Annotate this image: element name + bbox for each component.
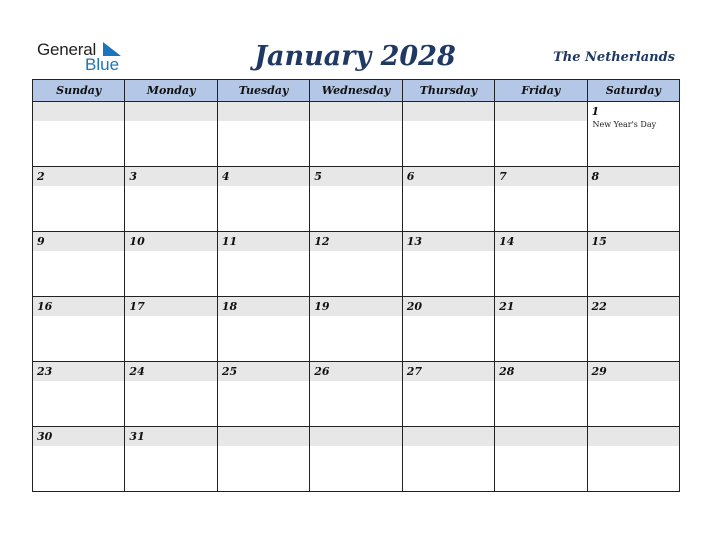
day-cell <box>495 427 587 492</box>
day-cell <box>217 297 309 362</box>
day-number: 7 <box>495 167 586 186</box>
logo-word-blue: Blue <box>85 55 120 74</box>
week-row-2 <box>33 167 680 232</box>
day-cell <box>125 102 217 167</box>
day-cell <box>33 362 125 427</box>
day-cell <box>402 297 494 362</box>
weekday-header-thursday: Thursday <box>402 80 494 102</box>
day-number: 12 <box>310 232 401 251</box>
day-number: 17 <box>125 297 216 316</box>
day-number: 15 <box>588 232 679 251</box>
weekday-header-monday: Monday <box>125 80 217 102</box>
day-number <box>125 102 216 121</box>
day-number: 19 <box>310 297 401 316</box>
day-cell <box>33 232 125 297</box>
day-cell <box>310 362 402 427</box>
day-number: 27 <box>403 362 494 381</box>
day-number: 28 <box>495 362 586 381</box>
day-number <box>495 427 586 446</box>
calendar-title: January 2028 <box>254 41 456 72</box>
day-number: 1 <box>588 102 679 121</box>
month-calendar-grid <box>32 79 680 492</box>
day-cell <box>402 232 494 297</box>
day-number <box>403 427 494 446</box>
day-cell <box>587 297 679 362</box>
week-row-3 <box>33 232 680 297</box>
day-number: 21 <box>495 297 586 316</box>
day-number: 20 <box>403 297 494 316</box>
day-cell <box>495 362 587 427</box>
day-number: 23 <box>33 362 124 381</box>
day-cell <box>495 232 587 297</box>
weekday-header-row <box>33 80 680 102</box>
day-number: 9 <box>33 232 124 251</box>
day-cell <box>310 232 402 297</box>
day-number: 8 <box>588 167 679 186</box>
day-number <box>588 427 679 446</box>
week-row-1 <box>33 102 680 167</box>
week-row-6 <box>33 427 680 492</box>
day-number: 14 <box>495 232 586 251</box>
day-cell <box>217 102 309 167</box>
day-cell <box>33 427 125 492</box>
day-number: 16 <box>33 297 124 316</box>
day-number <box>33 102 124 121</box>
day-number: 5 <box>310 167 401 186</box>
day-cell <box>495 167 587 232</box>
day-cell <box>310 102 402 167</box>
country-name: The Netherlands <box>553 50 675 65</box>
day-cell <box>310 167 402 232</box>
day-cell <box>495 297 587 362</box>
day-cell <box>217 362 309 427</box>
day-number: 24 <box>125 362 216 381</box>
day-cell <box>125 232 217 297</box>
day-number: 25 <box>218 362 309 381</box>
day-cell <box>125 297 217 362</box>
day-cell <box>125 427 217 492</box>
day-number: 26 <box>310 362 401 381</box>
day-cell <box>33 102 125 167</box>
weekday-header-wednesday: Wednesday <box>310 80 402 102</box>
day-number <box>495 102 586 121</box>
day-number <box>310 427 401 446</box>
day-cell <box>33 167 125 232</box>
weekday-header-saturday: Saturday <box>587 80 679 102</box>
week-row-4 <box>33 297 680 362</box>
day-number: 31 <box>125 427 216 446</box>
day-cell <box>402 362 494 427</box>
day-cell <box>587 102 679 167</box>
day-number <box>403 102 494 121</box>
day-cell <box>33 297 125 362</box>
day-number: 30 <box>33 427 124 446</box>
day-number: 11 <box>218 232 309 251</box>
day-cell <box>587 362 679 427</box>
logo-word-general: General <box>37 40 97 59</box>
day-number: 2 <box>33 167 124 186</box>
day-cell <box>587 427 679 492</box>
day-number: 18 <box>218 297 309 316</box>
day-cell <box>125 167 217 232</box>
day-cell <box>402 167 494 232</box>
weekday-header-tuesday: Tuesday <box>217 80 309 102</box>
brand-logo <box>37 40 127 76</box>
day-number: 29 <box>588 362 679 381</box>
weekday-header-friday: Friday <box>495 80 587 102</box>
day-cell <box>217 167 309 232</box>
day-cell <box>587 167 679 232</box>
day-number: 13 <box>403 232 494 251</box>
day-cell <box>402 102 494 167</box>
day-cell <box>217 427 309 492</box>
day-cell <box>217 232 309 297</box>
day-cell <box>310 297 402 362</box>
day-number: 3 <box>125 167 216 186</box>
day-number <box>218 427 309 446</box>
day-cell <box>125 362 217 427</box>
logo-triangle-icon <box>99 42 121 56</box>
day-number: 6 <box>403 167 494 186</box>
holiday-label: New Year's Day <box>592 120 657 129</box>
day-number: 4 <box>218 167 309 186</box>
day-number: 22 <box>588 297 679 316</box>
weekday-header-sunday: Sunday <box>33 80 125 102</box>
day-cell <box>587 232 679 297</box>
day-cell <box>495 102 587 167</box>
week-row-5 <box>33 362 680 427</box>
day-cell <box>402 427 494 492</box>
day-number: 10 <box>125 232 216 251</box>
day-number <box>310 102 401 121</box>
day-number <box>218 102 309 121</box>
day-cell <box>310 427 402 492</box>
